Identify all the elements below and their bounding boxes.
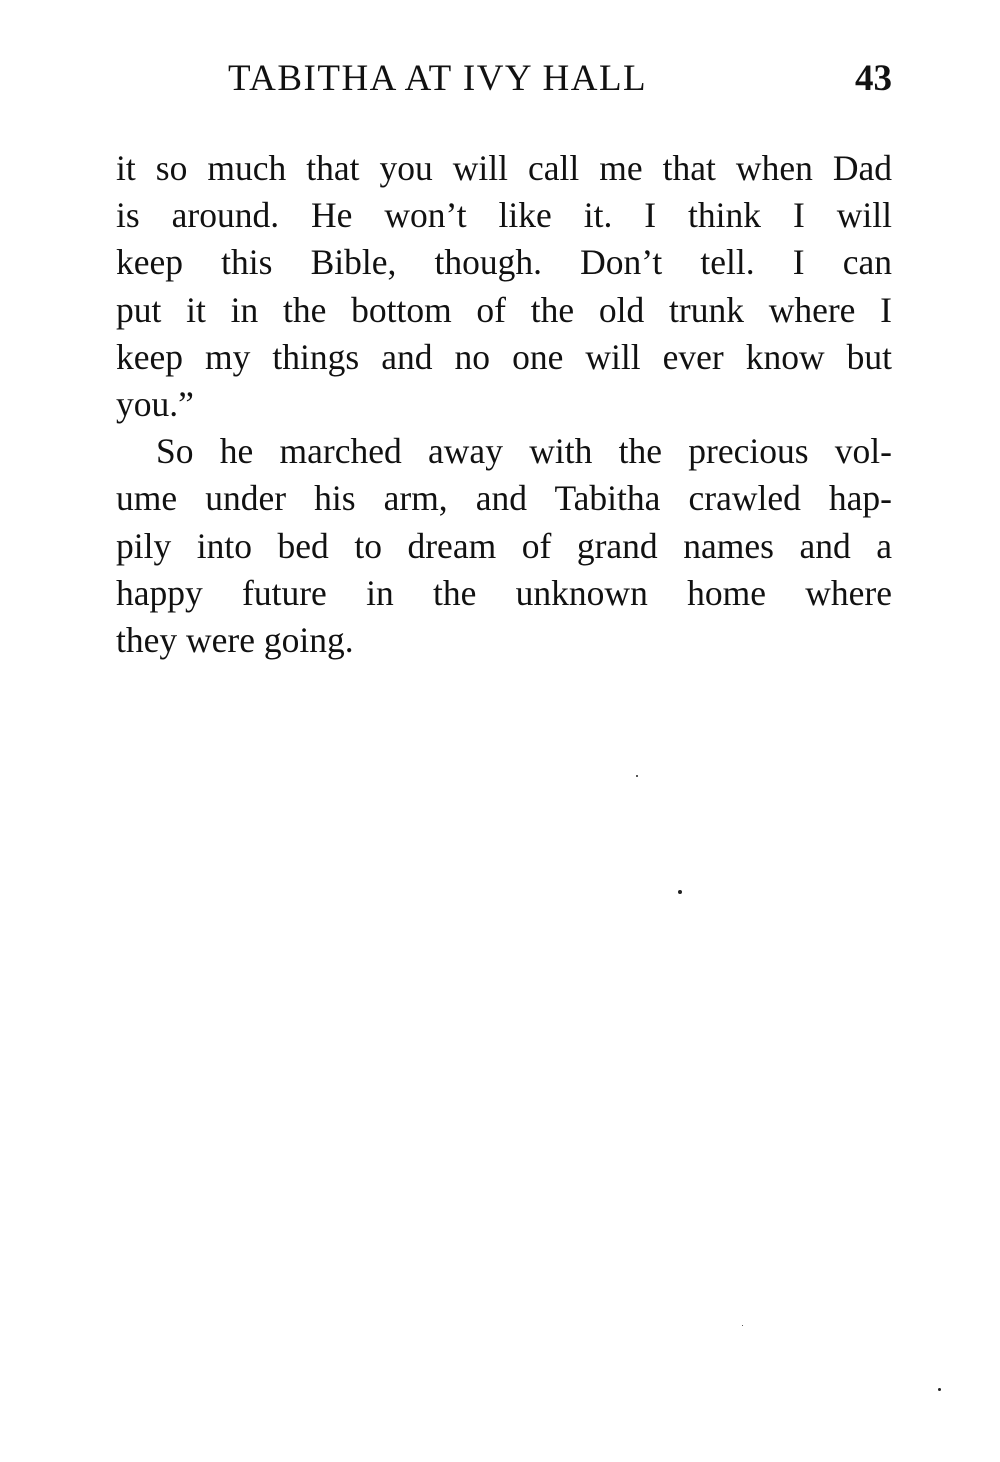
text-line: ume under his arm, and Tabitha crawled hap- — [116, 478, 892, 519]
text-line: is around. He won’t like it. I think I will — [116, 195, 892, 236]
paragraph-2 — [116, 428, 892, 664]
scan-speck — [678, 890, 682, 894]
text-line: keep my things and no one will ever know but — [116, 336, 892, 377]
text-line: So he marched away with the precious vol- — [156, 431, 892, 472]
text-line: keep this Bible, though. Don’t tell. I can — [116, 242, 892, 283]
scan-speck — [938, 1388, 941, 1391]
running-head — [228, 56, 892, 102]
running-title: TABITHA AT IVY HALL — [228, 58, 648, 99]
text-line: they were going. — [116, 619, 354, 660]
text-line: pily into bed to dream of grand names and a — [116, 525, 892, 566]
scan-speck — [742, 1325, 743, 1326]
text-line: it so much that you will call me that when Dad — [116, 148, 892, 188]
paragraph-1 — [116, 145, 892, 428]
scan-speck — [636, 775, 638, 777]
text-line: put it in the bottom of the old trunk where I — [116, 289, 892, 330]
page-number: 43 — [855, 58, 892, 99]
text-line: you.” — [116, 383, 194, 424]
text-line: happy future in the unknown home where — [116, 572, 892, 613]
body-text — [116, 145, 892, 664]
